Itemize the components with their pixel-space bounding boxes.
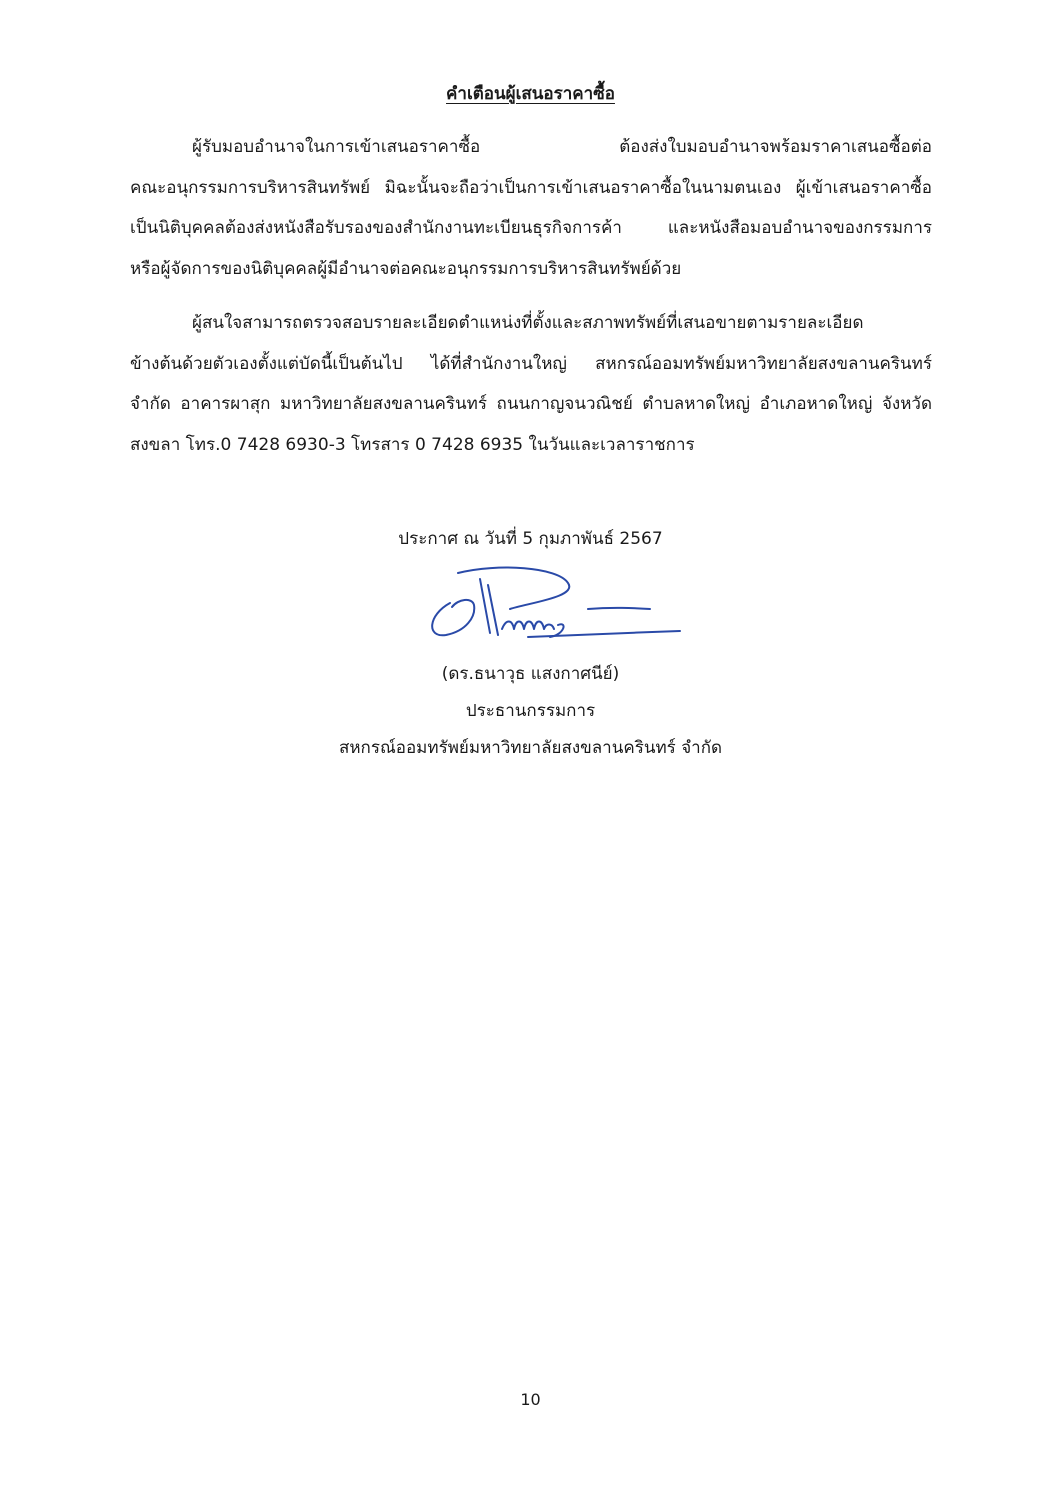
page-number: 10 [520, 1390, 541, 1409]
paragraph-inspection-info [130, 303, 932, 465]
paragraph-line: หรือผู้จัดการของนิติบุคคลผู้มีอำนาจต่อคณะอนุกรรมการบริหารสินทรัพย์ด้วย [130, 258, 682, 279]
paragraph-line: ข้างต้นด้วยตัวเองตั้งแต่บัดนี้เป็นต้นไป ได้ที่สำนักงานใหญ่ สหกรณ์ออมทรัพย์มหาวิทยาลัยสงขลานครินทร์ [130, 353, 932, 374]
signer-name: (ดร.ธนาวุธ แสงกาศนีย์) [441, 664, 620, 684]
paragraph-line: คณะอนุกรรมการบริหารสินทรัพย์ มิฉะนั้นจะถือว่าเป็นการเข้าเสนอราคาซื้อในนามตนเอง ผู้เข้าเสนอราคาซื้อ [130, 177, 932, 198]
paragraph-line: ผู้รับมอบอำนาจในการเข้าเสนอราคาซื้อ ต้องส่งใบมอบอำนาจพร้อมราคาเสนอซื้อต่อ [192, 137, 932, 157]
announcement-date: ประกาศ ณ วันที่ 5 กุมภาพันธ์ 2567 [398, 529, 663, 549]
signer-position: ประธานกรรมการ [465, 701, 596, 721]
paragraph-line: สงขลา โทร.0 7428 6930-3 โทรสาร 0 7428 6935 ในวันและเวลาราชการ [130, 434, 695, 455]
paragraph-line: ผู้สนใจสามารถตรวจสอบรายละเอียดตำแหน่งที่ตั้งและสภาพทรัพย์ที่เสนอขายตามรายละเอียด [192, 313, 864, 333]
signer-organization: สหกรณ์ออมทรัพย์มหาวิทยาลัยสงขลานครินทร์ จำกัด [338, 738, 723, 758]
signature-image [418, 563, 688, 653]
paragraph-line: เป็นนิติบุคคลต้องส่งหนังสือรับรองของสำนักงานทะเบียนธุรกิจการค้า และหนังสือมอบอำนาจของกรรมการ [130, 218, 932, 238]
paragraph-line: จำกัด อาคารผาสุก มหาวิทยาลัยสงขลานครินทร์ ถนนกาญจนวณิชย์ ตำบลหาดใหญ่ อำเภอหาดใหญ่ จังหวัด [130, 394, 932, 414]
page-heading: คำเตือนผู้เสนอราคาซื้อ [446, 84, 615, 104]
paragraph-bidder-warning [130, 127, 932, 289]
